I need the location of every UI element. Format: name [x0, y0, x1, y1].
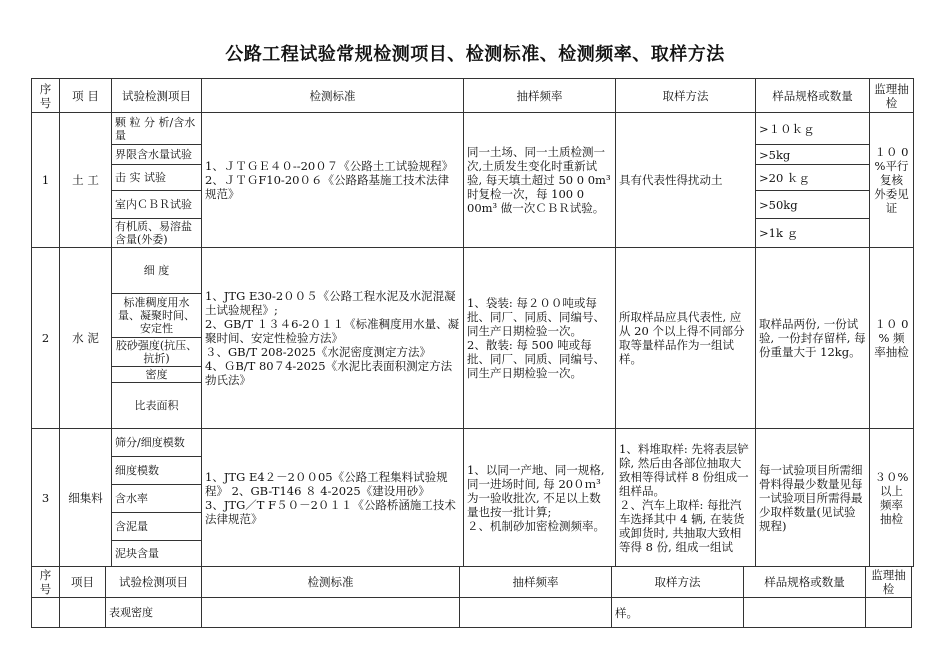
row-item: 土 工: [60, 113, 112, 248]
test-item: 含水率: [112, 485, 202, 513]
method-cell: 样。: [612, 598, 744, 628]
frequency-cell: [460, 598, 612, 628]
row-item: 细集料: [60, 429, 112, 567]
row-item: [60, 598, 106, 628]
spec-cell: >20 ｋｇ: [756, 165, 870, 191]
main-table: [31, 78, 914, 567]
test-item: 比表面积: [112, 383, 202, 429]
header-item: 项 目: [60, 79, 112, 113]
row-item: 水 泥: [60, 248, 112, 429]
standard-cell: 1、ＪＴＧＥ４０--20０７《公路土工试验规程》 2、ＪＴＧF10-20０６《公路路基施工技术法律规范》: [202, 113, 464, 248]
row-no: 2: [32, 248, 60, 429]
test-item: 表观密度: [106, 598, 202, 628]
method-cell: 所取样品应具代表性, 应从 20 个以上得不同部分取等量样品作为一组试样。: [616, 248, 756, 429]
test-item: 胶砂强度(抗压、抗折): [112, 338, 202, 367]
header-test-item: 试验检测项目: [112, 79, 202, 113]
test-item: 密度: [112, 367, 202, 383]
header-supervision: 监理抽检: [870, 79, 914, 113]
test-item: 颗 粒 分 析/含水量: [112, 113, 202, 145]
supervision-cell: [866, 598, 912, 628]
test-item: 有机质、易溶盐含量(外委): [112, 219, 202, 248]
row-no: 3: [32, 429, 60, 567]
supervision-cell: ３０% 以上 频率 抽检: [870, 429, 914, 567]
header-frequency: 抽样频率: [460, 567, 612, 598]
standard-cell: 1、JTG E30-2００５《公路工程水泥及水泥混凝土试验规程》; 2、GB/T １３４6-2０１１《标准稠度用水量、凝聚时间、安定性检验方法》 ３、GB/T 208-2025《水泥密度测定方法》 4、ＧB/T 80７4-2025《水泥比表面积测定方法 勃氏法》: [202, 248, 464, 429]
header-no: 序号: [32, 567, 60, 598]
test-item: 界限含水量试验: [112, 145, 202, 165]
header-test-item: 试验检测项目: [106, 567, 202, 598]
test-item: 泥块含量: [112, 541, 202, 567]
standard-cell: 1、JTG E4２－2００05《公路工程集料试验规程》 2、GB-T146 ８ 4-2025《建设用砂》 3、JTG／T F５０－2０１１《公路桥涵施工技术法律规范》: [202, 429, 464, 567]
frequency-cell: 1、袋装: 每２００吨或每批、同厂、同质、同编号、同生产日期检验一次。 2、散装: 每 500 吨或每批、同厂、同质、同编号、同生产日期检验一次。: [464, 248, 616, 429]
continued-table: [31, 566, 912, 628]
test-item: 含泥量: [112, 513, 202, 541]
spec-cell: >１０ｋｇ: [756, 113, 870, 145]
spec-cell: >1k ｇ: [756, 219, 870, 248]
header-standard: 检测标准: [202, 567, 460, 598]
header-spec: 样品规格或数量: [756, 79, 870, 113]
test-item: 细 度: [112, 248, 202, 294]
spec-cell: >5kg: [756, 145, 870, 165]
page-title: 公路工程试验常规检测项目、检测标准、检测频率、取样方法: [225, 44, 725, 65]
row-no: [32, 598, 60, 628]
header-method: 取样方法: [616, 79, 756, 113]
header-item: 项目: [60, 567, 106, 598]
frequency-cell: 1、以同一产地、同一规格, 同一进场时间, 每 20０ｍ³ 为一验收批次, 不足以上数量也按一批计算; ２、机制砂加密检测频率。: [464, 429, 616, 567]
method-cell: 1、料堆取样: 先将表层铲除, 然后由各部位抽取大致相等得试样 8 份组成一组样品。 ２、汽车上取样: 每批汽车选择其中 4 辆, 在装货或卸货时, 共抽取大致相等得 8 份, 组成一组试: [616, 429, 756, 567]
row-no: 1: [32, 113, 60, 248]
header-method: 取样方法: [612, 567, 744, 598]
standard-cell: [202, 598, 460, 628]
test-item: 细度模数: [112, 457, 202, 485]
supervision-cell: １０ 0 % 频率抽检: [870, 248, 914, 429]
test-item: 室内ＣＢＲ试验: [112, 191, 202, 219]
test-item: 标准稠度用水量、凝聚时间、安定性: [112, 294, 202, 338]
test-item: 击 实 试验: [112, 165, 202, 191]
spec-cell: [744, 598, 866, 628]
spec-cell: >50kg: [756, 191, 870, 219]
header-standard: 检测标准: [202, 79, 464, 113]
frequency-cell: 同一土场、同一土质检测一次,土质发生变化时重新试验, 每天填土超过 50 0 0m³ 时复检一次，每 100 0 00m³ 做一次ＣＢＲ试验。: [464, 113, 616, 248]
header-frequency: 抽样频率: [464, 79, 616, 113]
method-cell: 具有代表性得扰动土: [616, 113, 756, 248]
supervision-cell: １０ 0 %平行复核 外委见证: [870, 113, 914, 248]
header-no: 序号: [32, 79, 60, 113]
test-item: 筛分/细度模数: [112, 429, 202, 457]
spec-cell: 取样品两份, 一份试验, 一份封存留样, 每份重量大于 12kg。: [756, 248, 870, 429]
header-spec: 样品规格或数量: [744, 567, 866, 598]
header-supervision: 监理抽检: [866, 567, 912, 598]
spec-cell: 每一试验项目所需细骨料得最少数量见每一试验项目所需得最少取样数量(见试验规程): [756, 429, 870, 567]
